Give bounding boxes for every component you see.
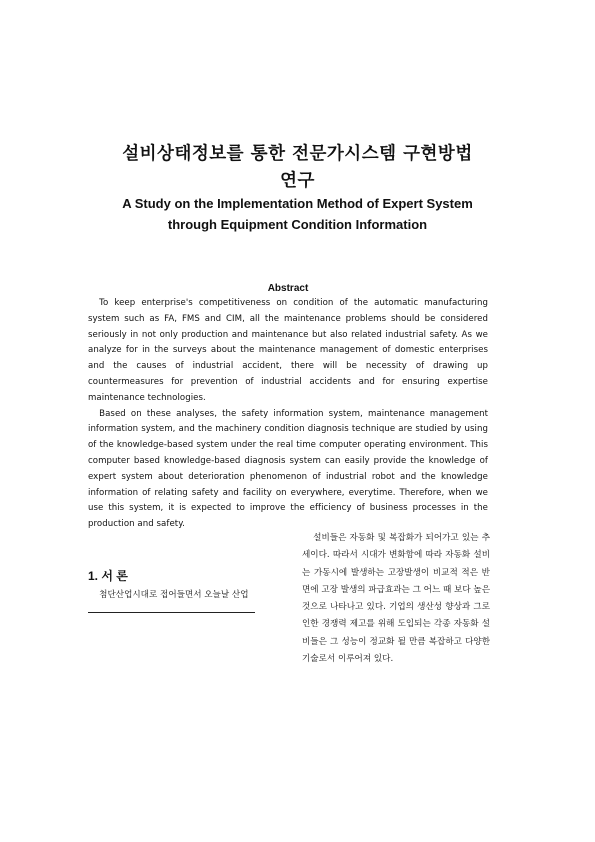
english-title bbox=[60, 193, 535, 235]
english-title-line1: A Study on the Implementation Method of Expert System bbox=[122, 196, 473, 211]
abstract-heading: Abstract bbox=[267, 283, 309, 294]
introduction-right-text: 설비들은 자동화 및 복잡화가 되어가고 있는 추세이다. 따라서 시대가 변화함에 따라 자동화 설비는 가동시에 발생하는 고장발생이 비교적 적은 반면에 고장 발생의 파급효과는 그 어느 때 보다 높은 것으로 나타나고 있다. 기업의 생산성 향상과 그로 인한 경쟁력 제고를 위해 도입되는 각종 자동화 설비들은 그 성능이 정교화 될 만큼 복잡하고 다양한 기술로서 이루어져 있다. bbox=[302, 533, 490, 665]
abstract-body bbox=[88, 296, 488, 533]
english-title-line2: through Equipment Condition Information bbox=[167, 217, 428, 232]
abstract-paragraph-1: To keep enterprise's competitiveness on condition of the automatic manufacturing system such as FA, FMS and CIM, all the maintenance problems should be considered seriously in not only production and maintenance but also related industrial safety. As we analyze for in the surveys about the maintenance management of domestic enterprises and the causes of industrial accident, there will be necessity of drawing up countermeasures for prevention of industrial accidents and for ensuring expertise maintenance technologies. bbox=[88, 298, 488, 403]
abstract-paragraph-2: Based on these analyses, the safety information system, maintenance management information system, and the machinery condition diagnosis technique are studied by using of the knowledge-based system under the real time computer operating environment. This computer based knowledge-based diagnosis system can easily provide the knowledge of expert system about deterioration phenomenon of industrial robot and the knowledge information of relating safety and facility on everywhere, everytime. Therefore, when we use this system, it is expected to improve the efficiency of business processes in the production and safety. bbox=[88, 408, 488, 530]
footnote-divider bbox=[88, 612, 255, 613]
section-heading-introduction: 1. 서 론 bbox=[88, 569, 128, 583]
korean-title bbox=[60, 141, 535, 195]
korean-title-line2: 연구 bbox=[280, 171, 315, 191]
introduction-left-text: 첨단산업시대로 접어들면서 오늘날 산업 bbox=[99, 590, 249, 600]
korean-title-line1: 설비상태정보를 통한 전문가시스템 구현방법 bbox=[122, 144, 473, 164]
